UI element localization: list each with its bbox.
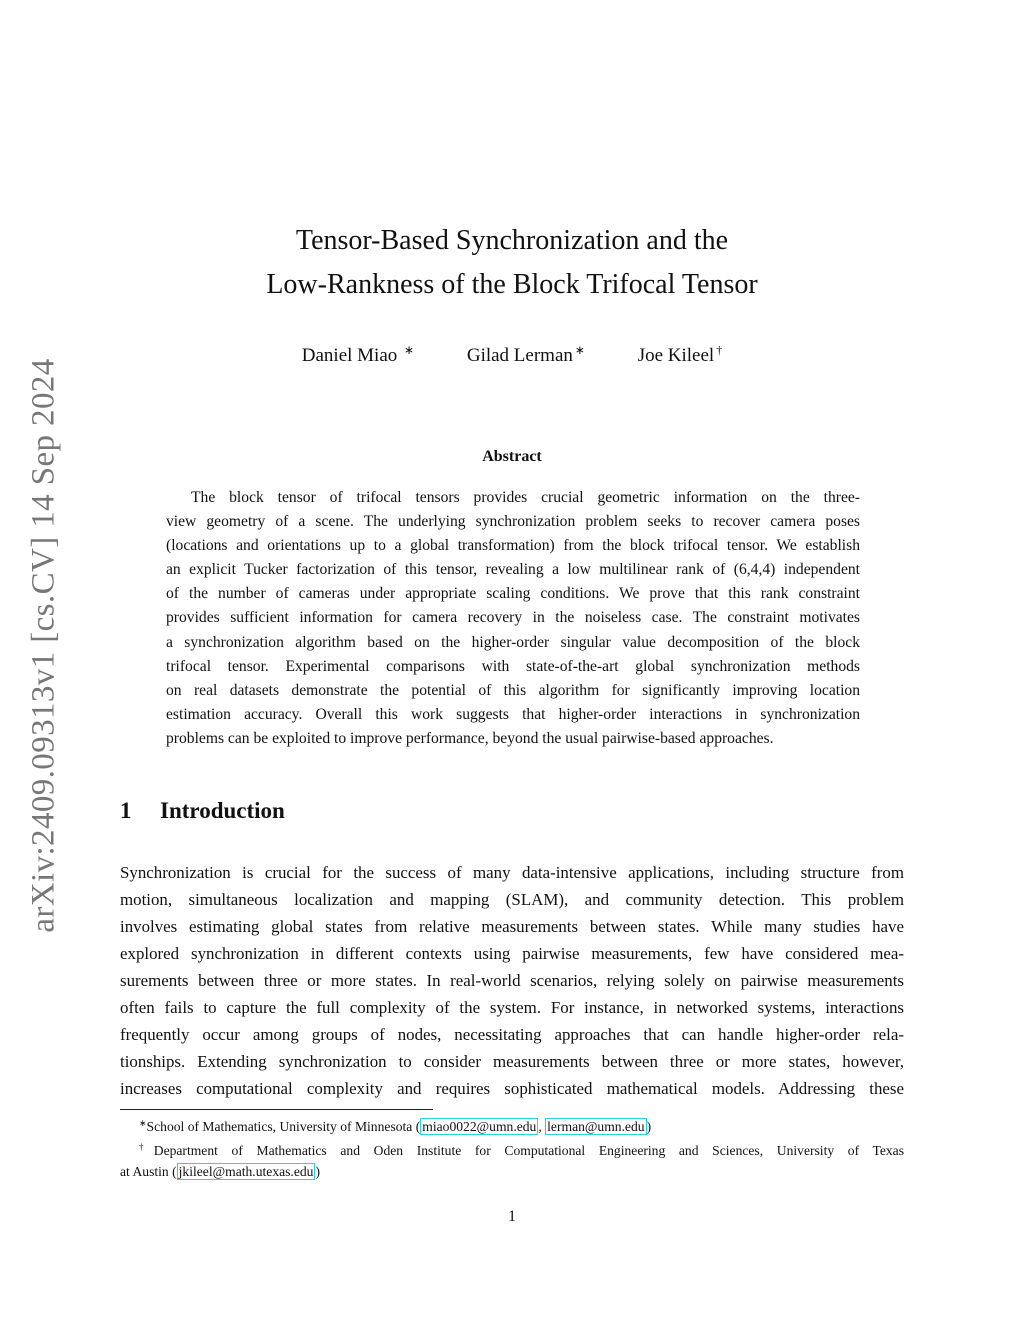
section-heading [120,798,285,824]
abstract-body [166,486,860,751]
author-list [0,343,1024,367]
introduction-body [120,859,904,1102]
author-3-footnote-mark: † [716,343,723,357]
email-link-kileel[interactable]: jkileel@math.utexas.edu [178,1164,314,1179]
body-line: Synchronization is crucial for the success of many data-intensive applications, including structure from [120,863,904,882]
author-3: Joe Kileel † [637,343,723,366]
author-2-footnote-mark: ∗ [574,343,585,357]
author-1-footnote-mark: ∗ [404,343,415,357]
abstract-line: view geometry of a scene. The underlying synchronization problem seeks to recover camera poses [166,513,860,531]
page-number: 1 [508,1208,516,1225]
abstract-line: estimation accuracy. Overall this work suggests that higher-order interactions in synchronization [166,705,860,723]
title-line-2: Low-Rankness of the Block Trifocal Tensor [266,269,758,300]
body-line: motion, simultaneous localization and mapping (SLAM), and community detection. This problem [120,890,904,909]
arxiv-identifier[interactable]: arXiv:2409.09313v1 [cs.CV] 14 Sep 2024 [25,357,62,933]
abstract-line: problems can be exploited to improve performance, beyond the usual pairwise-based approaches. [166,729,774,747]
abstract-line: trifocal tensor. Experimental comparisons with state-of-the-art global synchronization methods [166,657,860,675]
email-link-miao[interactable]: miao0022@umn.edu [422,1119,537,1134]
abstract-line: a synchronization algorithm based on the higher-order singular value decomposition of the block [166,633,860,651]
body-line: often fails to capture the full complexity of the system. For instance, in networked systems, interactions [120,998,904,1017]
title-line-1: Tensor-Based Synchronization and the [295,225,729,256]
abstract-line: of the number of cameras under appropriate scaling conditions. We prove that this rank constraint [166,585,860,603]
paper-title [160,219,864,307]
section-number: 1 [120,798,132,823]
author-2: Gilad Lerman ∗ [466,343,585,366]
email-link-lerman[interactable]: lerman@umn.edu [547,1119,645,1134]
abstract-line: an explicit Tucker factorization of this tensor, revealing a low multilinear rank of (6,4,4) independent [166,561,860,579]
author-1: Daniel Miao ∗ [301,343,415,366]
abstract-line: provides sufficient information for camera recovery in the noiseless case. The constraint motivates [166,609,860,627]
footnote-2-line-1: †Department of Mathematics and Oden Institute for Computational Engineering and Sciences, University of Texas [139,1142,905,1158]
body-line: tionships. Extending synchronization to consider measurements between three or more states, however, [120,1052,904,1071]
footnote-divider [120,1109,433,1110]
footnotes [120,1113,904,1182]
abstract-line: on real datasets demonstrate the potential of this algorithm for significantly improving location [166,681,860,699]
footnote-1: ∗School of Mathematics, University of Minnesota ( miao0022@umn.edu , lerman@umn.edu ) [139,1118,652,1134]
body-line: frequently occur among groups of nodes, necessitating approaches that can handle higher-order rela- [120,1025,904,1044]
body-line: surements between three or more states. In real-world scenarios, relying solely on pairwise measurements [120,971,904,990]
abstract-line: (locations and orientations up to a global transformation) from the block trifocal tensor. We establish [166,537,860,555]
arxiv-stamp [16,352,72,938]
abstract-heading: Abstract [482,448,542,465]
body-line: explored synchronization in different contexts using pairwise measurements, few have considered mea- [120,944,904,963]
body-line: involves estimating global states from relative measurements between states. While many studies have [120,917,904,936]
footnote-2-line-2: at Austin ( jkileel@math.utexas.edu ) [120,1164,320,1179]
abstract-line: The block tensor of trifocal tensors provides crucial geometric information on the three- [191,489,860,506]
body-line: increases computational complexity and requires sophisticated mathematical models. Addressing these [120,1079,904,1098]
section-title: Introduction [160,798,285,823]
